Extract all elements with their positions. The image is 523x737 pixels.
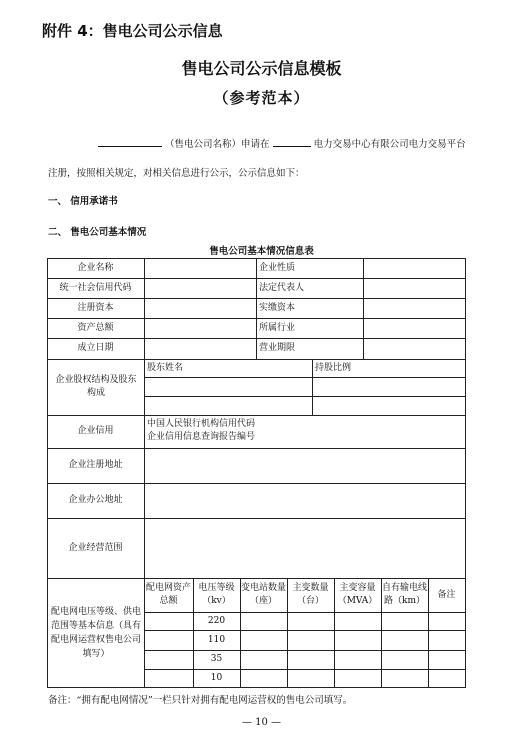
page-title: 售电公司公示信息模板 <box>181 59 342 78</box>
label-legal-representative: 法定代表人 <box>259 282 305 293</box>
label-registered-capital: 注册资本 <box>77 302 114 313</box>
page-subtitle: （参考范本） <box>213 89 310 107</box>
label-share-ratio: 持股比例 <box>315 362 352 373</box>
company-name-hint: （售电公司名称）申请在 <box>165 139 270 150</box>
intro-paragraph-line2: 注册，按照相关规定，对相关信息进行公示，公示信息如下： <box>48 168 305 179</box>
label-business-term: 营业期限 <box>259 343 296 353</box>
label-office-address: 企业办公地址 <box>68 495 123 505</box>
label-paid-in-capital: 实缴资本 <box>259 302 296 313</box>
label-distribution-grid-info: 配电网电压等级、供电范围等基本信息（具有配电网运营权售电公司填写） <box>50 607 141 659</box>
header-grid-assets: 配电网资产总额 <box>145 583 191 606</box>
label-total-assets: 资产总额 <box>77 322 114 333</box>
label-credit-report-number: 企业信用信息查询报告编号 <box>147 432 256 442</box>
attachment-header: 附件 4：售电公司公示信息 <box>42 22 223 40</box>
label-pboc-credit-code: 中国人民银行机构信用代码 <box>147 419 256 429</box>
voltage-110: 110 <box>207 634 226 645</box>
header-transformer-count: 主变数量（台） <box>292 583 329 606</box>
section-basic-info: 二、 售电公司基本情况 <box>48 227 147 238</box>
label-industry: 所属行业 <box>259 322 296 333</box>
section-credit-commitment: 一、 信用承诺书 <box>48 196 118 207</box>
label-company-name: 企业名称 <box>77 262 114 273</box>
label-shareholder-name: 股东姓名 <box>147 362 184 373</box>
label-enterprise-credit: 企业信用 <box>77 426 114 436</box>
intro-paragraph-line1 <box>98 136 466 150</box>
footnote: 备注：“拥有配电网情况”一栏只针对拥有配电网运营权的售电公司填写。 <box>48 695 353 706</box>
header-substation-count: 变电站数量（座） <box>240 583 286 606</box>
label-company-nature: 企业性质 <box>259 262 296 273</box>
header-remarks: 备注 <box>437 589 456 600</box>
header-transformer-capacity: 主变容量（MVA） <box>337 583 378 606</box>
basic-info-table <box>47 258 466 688</box>
label-credit-code: 统一社会信用代码 <box>59 282 132 293</box>
company-name-blank <box>98 138 162 147</box>
label-equity-structure: 企业股权结构及股东构成 <box>55 375 137 398</box>
voltage-35: 35 <box>210 654 223 664</box>
table-title: 售电公司基本情况信息表 <box>209 246 314 257</box>
province-blank <box>273 138 311 147</box>
header-own-lines: 自有输电线路（km） <box>381 583 427 606</box>
voltage-10: 10 <box>210 672 223 683</box>
intro-rest: 电力交易中心有限公司电力交易平台 <box>313 139 466 150</box>
label-registered-address: 企业注册地址 <box>68 460 123 470</box>
header-voltage-level: 电压等级（kv） <box>198 583 235 606</box>
voltage-220: 220 <box>207 615 226 626</box>
label-business-scope: 企业经营范围 <box>68 542 123 553</box>
label-established-date: 成立日期 <box>77 343 114 353</box>
page-number: — 10 — <box>241 717 282 728</box>
